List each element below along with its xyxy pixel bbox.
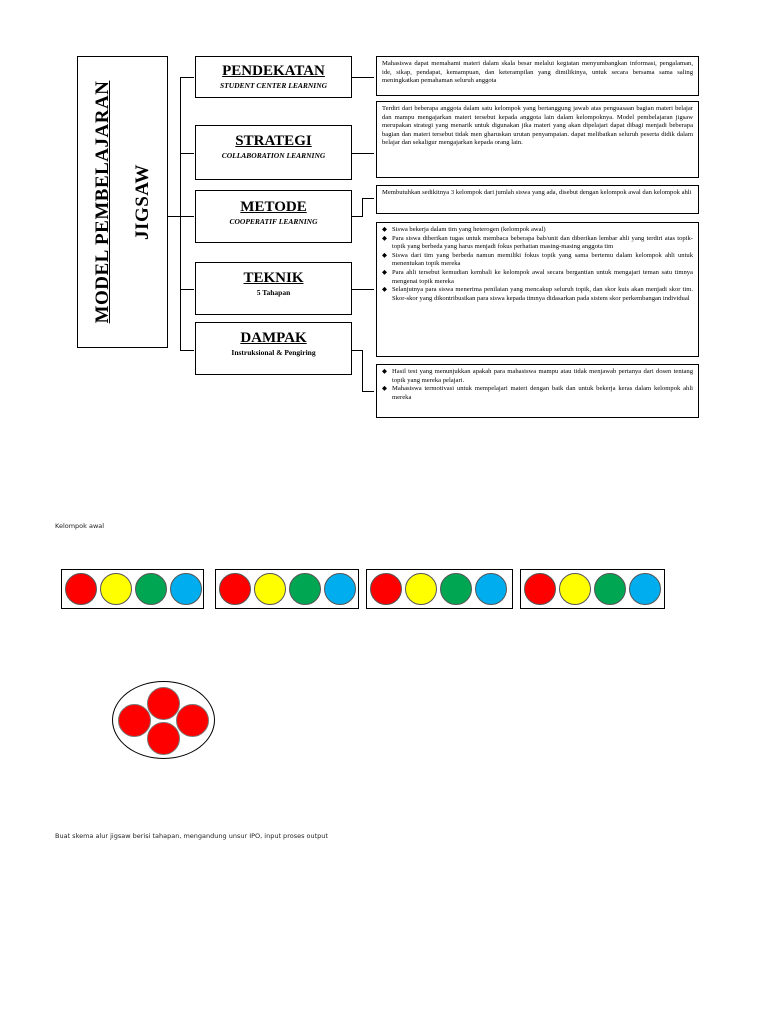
connector-spine (180, 77, 181, 350)
group-member-circle (370, 573, 402, 605)
desc-dampak (376, 364, 699, 418)
desc-metode (376, 185, 699, 214)
home-group (215, 569, 359, 609)
title-line-1: MODEL PEMBELAJARAN (91, 80, 113, 324)
connector-teknik (352, 289, 374, 290)
list-item: ◆ Mahasiswa termotivasi untuk mempelajari materi dengan baik dan untuk bekerja keras dalam kelompok ahli mereka (382, 385, 693, 402)
category-pendekatan (195, 56, 352, 98)
group-member-circle (65, 573, 97, 605)
category-subheading: COOPERATIF LEARNING (229, 217, 318, 226)
group-member-circle (559, 573, 591, 605)
kelompok-awal-label: Kelompok awal (55, 522, 105, 530)
connector-branch (180, 289, 194, 290)
connector-branch (180, 216, 194, 217)
group-member-circle (524, 573, 556, 605)
list-item: ◆ Siswa bekerja dalam tim yang heterogen (kelompok awal) (382, 226, 693, 235)
connector-dampak-c (362, 391, 374, 392)
title-line-2: JIGSAW (131, 164, 153, 240)
group-member-circle (100, 573, 132, 605)
category-subheading: Instruksional & Pengiring (231, 348, 316, 357)
list-item: ◆ Para siswa diberikan tugas untuk membaca beberapa bab/unit dan diberikan lembar ahli yang terdiri atas topik-topik yang berbeda yang harus menjadi fokus perhatian masing-masing anggota tim (382, 235, 693, 252)
group-member-circle (405, 573, 437, 605)
expert-member-circle (147, 722, 180, 755)
category-heading: STRATEGI (235, 133, 312, 149)
group-member-circle (594, 573, 626, 605)
list-item: ◆ Siswa dari tim yang berbeda namun memiliki fokus topik yang sama bertemu dalam kelompok ahli untuk menentukan topik mereka (382, 252, 693, 269)
desc-strategi (376, 101, 699, 178)
expert-member-circle (118, 704, 151, 737)
connector-strategi (352, 153, 374, 154)
category-subheading: COLLABORATION LEARNING (221, 151, 326, 160)
title-text (92, 56, 154, 348)
list-item: ◆ Hasil test yang menunjukkan apakah para mahasiswa mampu atau tidak menjawab pertanya dari dosen tentang topik yang mereka pelajari. (382, 368, 693, 385)
expert-member-circle (147, 687, 180, 720)
home-group (366, 569, 513, 609)
home-group (520, 569, 665, 609)
desc-text: Membutuhkan sedikitnya 3 kelompok dari jumlah siswa yang ada, disebut dengan kelompok awal dan kelompok ahli (382, 189, 692, 196)
category-heading: PENDEKATAN (222, 63, 325, 79)
group-member-circle (324, 573, 356, 605)
category-metode (195, 190, 352, 243)
group-member-circle (254, 573, 286, 605)
connector-pendekatan (352, 77, 374, 78)
expert-member-circle (176, 704, 209, 737)
category-subheading: STUDENT CENTER LEARNING (219, 81, 328, 90)
category-dampak (195, 322, 352, 375)
connector-branch (180, 153, 194, 154)
group-member-circle (440, 573, 472, 605)
group-member-circle (475, 573, 507, 605)
group-member-circle (289, 573, 321, 605)
connector-branch (180, 350, 194, 351)
connector-branch (180, 77, 194, 78)
category-heading: METODE (240, 199, 307, 215)
connector-dampak-b (362, 350, 363, 392)
title-box (77, 56, 168, 348)
list-item: ◆ Selanjutnya para siswa menerima penilaian yang mencakup seluruh topik, dan skor kuis akan menjadi skor tim. Skor-skor yang dikontribusikan para siswa kepada timnya didasarkan pada sistem skor perkembangan individual (382, 286, 693, 303)
category-subheading: 5 Tahapan (256, 288, 291, 297)
home-group (61, 569, 204, 609)
connector-metode-a (352, 216, 362, 217)
list-item: ◆ Para ahli tersebut kemudian kembali ke kelompok awal secara bergantian untuk mengajari teman satu timnya mengenai topik mereka (382, 269, 693, 286)
desc-teknik (376, 222, 699, 357)
connector-dampak-a (352, 350, 362, 351)
group-member-circle (219, 573, 251, 605)
group-member-circle (135, 573, 167, 605)
connector-metode-c (362, 198, 374, 199)
category-heading: TEKNIK (243, 270, 304, 286)
category-heading: DAMPAK (240, 330, 307, 346)
desc-pendekatan (376, 56, 699, 96)
group-member-circle (170, 573, 202, 605)
desc-text: Terdiri dari beberapa anggota dalam satu kelompok yang bertanggung jawab atas penguasaan bagian materi belajar dan mampu mengajarkan materi tersebut kepada anggota lain dalam kelompoknya. Model pembelajaran jigsaw merupakan strategi yang menarik untuk digunakan jika materi yang akan dipelajari dapat dibagi menjadi beberapa bagian dan materi tersebut tidak men gharuskan urutan penyampaian. dapat melibatkan seluruh peserta didik dalam belajar dan sekaligur mengajarkan kepada orang lain. (382, 105, 693, 147)
connector-metode-b (362, 198, 363, 217)
group-member-circle (629, 573, 661, 605)
connector-trunk (168, 216, 180, 217)
category-strategi (195, 125, 352, 180)
instruction-text: Buat skema alur jigsaw berisi tahapan, mengandung unsur IPO, input proses output (55, 832, 328, 840)
desc-text: Mahasiswa dapat memahami materi dalam skala besar melalui kegiatan menyumbangkan informasi, pengalaman, ide, sikap, pendapat, kemampuan, dan keterampilan yang dimilikinya, untuk secara bersama sama saling meningkatkan pemahaman seluruh anggota (382, 60, 693, 85)
category-teknik (195, 262, 352, 315)
